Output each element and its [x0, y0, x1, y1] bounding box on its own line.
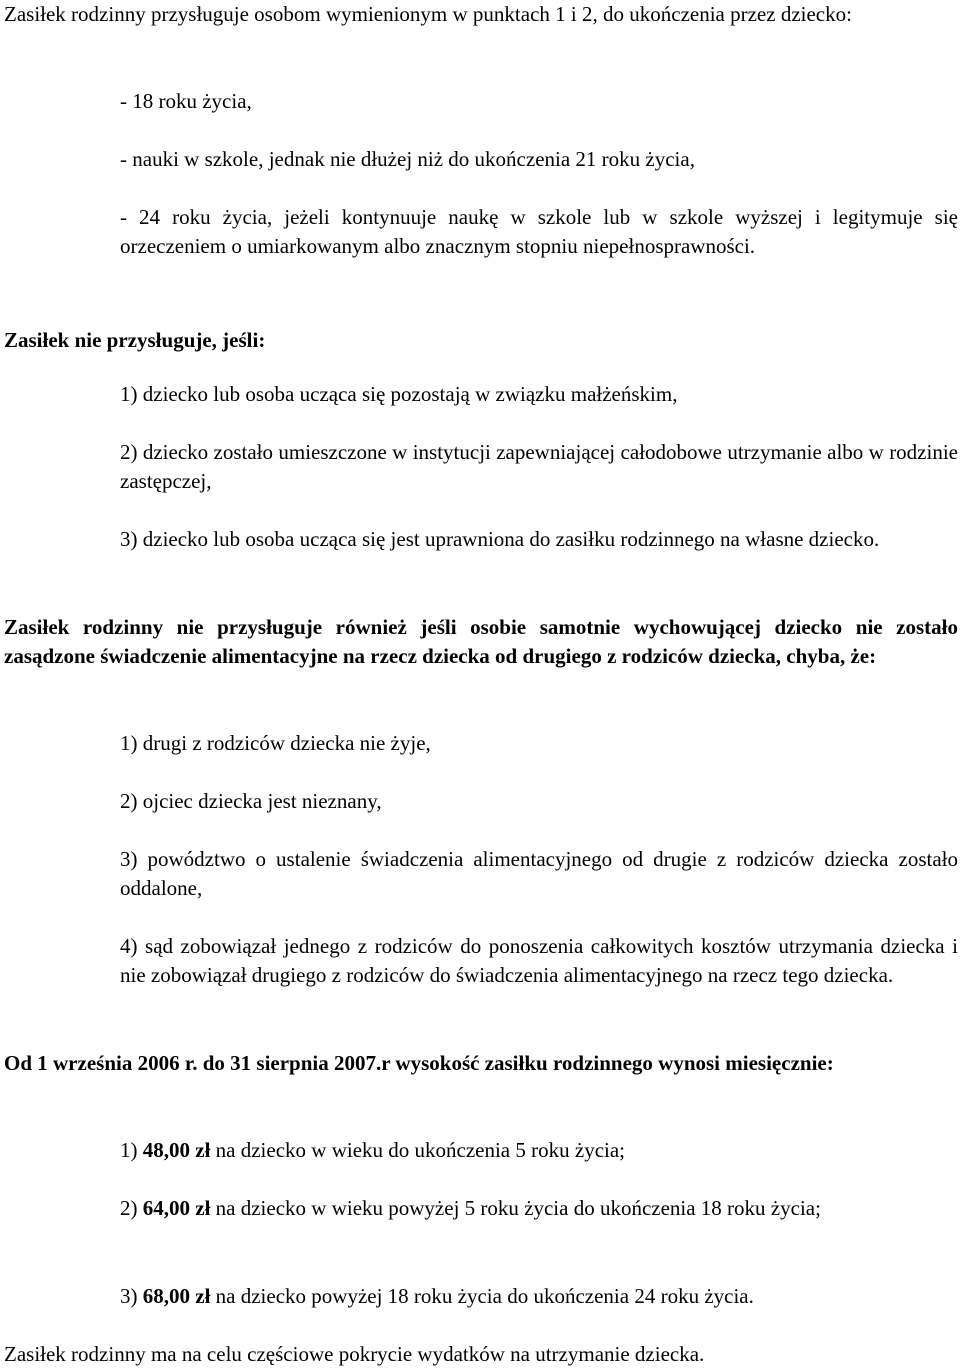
amount-value: 48,00 zł [142, 1138, 211, 1162]
single-parent-item-2: 2) ojciec dziecka jest nieznany, [120, 789, 382, 813]
not-eligible-item-3: 3) dziecko lub osoba ucząca się jest uprawniona do zasiłku rodzinnego na własne dziecko. [120, 527, 880, 551]
age-condition-1: - 18 roku życia, [120, 89, 252, 113]
amount-item-1 [120, 1136, 958, 1165]
amount-value: 68,00 zł [142, 1284, 211, 1308]
amount-item-2 [120, 1194, 958, 1223]
age-condition-2: - nauki w szkole, jednak nie dłużej niż do ukończenia 21 roku życia, [120, 147, 695, 171]
closing-paragraph: Zasiłek rodzinny ma na celu częściowe pokrycie wydatków na utrzymanie dziecka. [4, 1342, 705, 1366]
amount-item-prefix: 1) [120, 1138, 143, 1162]
amount-item-text: na dziecko w wieku do ukończenia 5 roku życia; [210, 1138, 626, 1162]
single-parent-item-3: 3) powództwo o ustalenie świadczenia alimentacyjnego od drugie z rodziców dziecka zostało oddalone, [120, 847, 958, 900]
not-eligible-item-1: 1) dziecko lub osoba ucząca się pozostają w związku małżeńskim, [120, 382, 678, 406]
not-eligible-item-2: 2) dziecko zostało umieszczone w instytucji zapewniającej całodobowe utrzymanie albo w rodzinie zastępczej, [120, 440, 958, 493]
single-parent-heading: Zasiłek rodzinny nie przysługuje również jeśli osobie samotnie wychowującej dziecko nie zostało zasądzone świadczenie alimentacyjne na rzecz dziecka od drugiego z rodziców dziecka, chyba, że: [4, 615, 958, 668]
single-parent-item-1: 1) drugi z rodziców dziecka nie żyje, [120, 731, 431, 755]
single-parent-item-4: 4) sąd zobowiązał jednego z rodziców do ponoszenia całkowitych kosztów utrzymania dziecka i nie zobowiązał drugiego z rodziców do świadczenia alimentacyjnego na rzecz tego dziecka. [120, 934, 958, 987]
amount-heading: Od 1 września 2006 r. do 31 sierpnia 2007.r wysokość zasiłku rodzinnego wynosi miesięcznie: [4, 1051, 834, 1075]
amount-item-prefix: 3) [120, 1284, 143, 1308]
age-condition-3: - 24 roku życia, jeżeli kontynuuje naukę w szkole lub w szkole wyższej i legitymuje się orzeczeniem o umiarkowanym albo znacznym stopniu niepełnosprawności. [120, 205, 958, 258]
amount-item-text: na dziecko powyżej 18 roku życia do ukończenia 24 roku życia. [210, 1284, 754, 1308]
amount-value: 64,00 zł [142, 1196, 211, 1220]
not-eligible-heading: Zasiłek nie przysługuje, jeśli: [4, 328, 266, 352]
amount-item-prefix: 2) [120, 1196, 143, 1220]
amount-item-text: na dziecko w wieku powyżej 5 roku życia do ukończenia 18 roku życia; [210, 1196, 821, 1220]
intro-paragraph: Zasiłek rodzinny przysługuje osobom wymienionym w punktach 1 i 2, do ukończenia przez dziecko: [4, 2, 852, 26]
amount-item-3 [120, 1282, 958, 1311]
